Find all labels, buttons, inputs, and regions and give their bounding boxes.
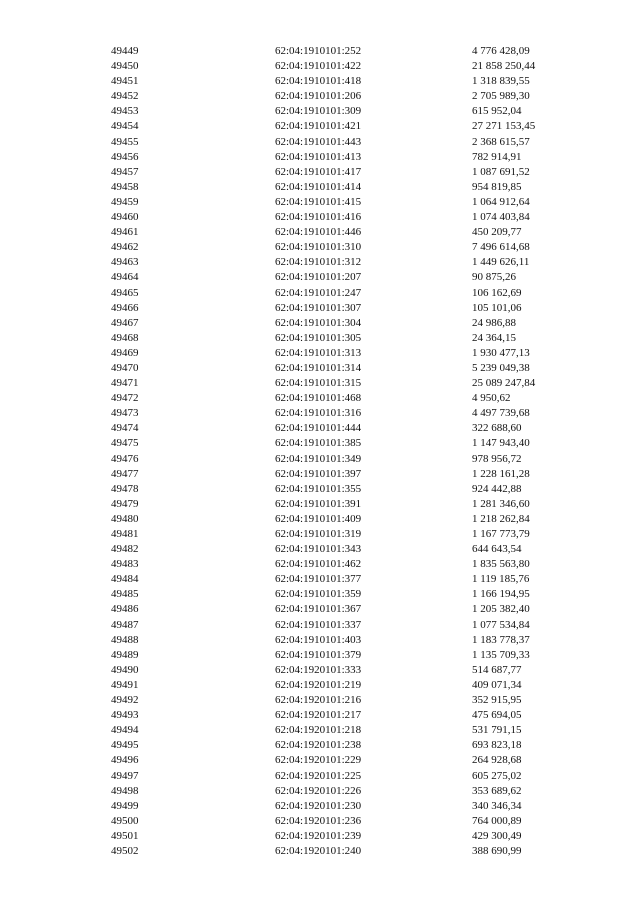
cadastral-number: 62:04:1910101:307 bbox=[275, 301, 362, 314]
table-row bbox=[111, 693, 571, 708]
cadastral-number: 62:04:1910101:337 bbox=[275, 618, 362, 631]
cadastral-number: 62:04:1910101:343 bbox=[275, 543, 362, 556]
table-row bbox=[111, 301, 571, 316]
row-number: 49472 bbox=[111, 392, 139, 405]
cadastral-number: 62:04:1920101:229 bbox=[275, 754, 362, 767]
cadastral-number: 62:04:1910101:312 bbox=[275, 256, 362, 269]
row-number: 49495 bbox=[111, 739, 139, 752]
table-row bbox=[111, 406, 571, 421]
table-row bbox=[111, 844, 571, 859]
cadastral-number: 62:04:1910101:397 bbox=[275, 467, 362, 480]
row-number: 49460 bbox=[111, 211, 139, 224]
cadastral-number: 62:04:1910101:385 bbox=[275, 437, 362, 450]
table-row bbox=[111, 482, 571, 497]
cadastral-value: 353 689,62 bbox=[472, 784, 522, 797]
cadastral-number: 62:04:1910101:379 bbox=[275, 648, 362, 661]
cadastral-value: 21 858 250,44 bbox=[472, 60, 536, 73]
cadastral-value: 409 071,34 bbox=[472, 678, 522, 691]
row-number: 49453 bbox=[111, 105, 139, 118]
row-number: 49451 bbox=[111, 75, 139, 88]
table-row bbox=[111, 497, 571, 512]
cadastral-number: 62:04:1910101:416 bbox=[275, 211, 362, 224]
table-row bbox=[111, 346, 571, 361]
table-row bbox=[111, 104, 571, 119]
table-row bbox=[111, 135, 571, 150]
row-number: 49490 bbox=[111, 663, 139, 676]
table-row bbox=[111, 270, 571, 285]
row-number: 49479 bbox=[111, 497, 139, 510]
row-number: 49484 bbox=[111, 573, 139, 586]
table-row bbox=[111, 527, 571, 542]
row-number: 49500 bbox=[111, 814, 139, 827]
cadastral-value: 1 835 563,80 bbox=[472, 558, 530, 571]
cadastral-number: 62:04:1920101:219 bbox=[275, 678, 362, 691]
cadastral-value: 782 914,91 bbox=[472, 150, 522, 163]
cadastral-number: 62:04:1910101:446 bbox=[275, 226, 362, 239]
row-number: 49473 bbox=[111, 407, 139, 420]
cadastral-value: 615 952,04 bbox=[472, 105, 522, 118]
cadastral-value: 924 442,88 bbox=[472, 482, 522, 495]
cadastral-number: 62:04:1910101:418 bbox=[275, 75, 362, 88]
table-row bbox=[111, 663, 571, 678]
cadastral-value: 1 147 943,40 bbox=[472, 437, 530, 450]
table-row bbox=[111, 436, 571, 451]
cadastral-number: 62:04:1910101:414 bbox=[275, 180, 362, 193]
table-row bbox=[111, 587, 571, 602]
row-number: 49452 bbox=[111, 90, 139, 103]
table-row bbox=[111, 467, 571, 482]
table-row bbox=[111, 210, 571, 225]
cadastral-number: 62:04:1920101:226 bbox=[275, 784, 362, 797]
cadastral-number: 62:04:1910101:314 bbox=[275, 361, 362, 374]
row-number: 49457 bbox=[111, 165, 139, 178]
cadastral-value: 27 271 153,45 bbox=[472, 120, 536, 133]
table-row bbox=[111, 557, 571, 572]
cadastral-value: 105 101,06 bbox=[472, 301, 522, 314]
cadastral-value: 2 705 989,30 bbox=[472, 90, 530, 103]
row-number: 49475 bbox=[111, 437, 139, 450]
cadastral-value: 2 368 615,57 bbox=[472, 135, 530, 148]
cadastral-number: 62:04:1910101:443 bbox=[275, 135, 362, 148]
cadastral-value: 1 135 709,33 bbox=[472, 648, 530, 661]
cadastral-value: 1 228 161,28 bbox=[472, 467, 530, 480]
table-row bbox=[111, 452, 571, 467]
row-number: 49474 bbox=[111, 422, 139, 435]
row-number: 49455 bbox=[111, 135, 139, 148]
cadastral-number: 62:04:1920101:225 bbox=[275, 769, 362, 782]
cadastral-number: 62:04:1910101:403 bbox=[275, 633, 362, 646]
table-row bbox=[111, 678, 571, 693]
table-row bbox=[111, 361, 571, 376]
row-number: 49492 bbox=[111, 694, 139, 707]
cadastral-number: 62:04:1910101:377 bbox=[275, 573, 362, 586]
table-row bbox=[111, 240, 571, 255]
table-row bbox=[111, 316, 571, 331]
table-row bbox=[111, 618, 571, 633]
row-number: 49502 bbox=[111, 844, 139, 857]
table-row bbox=[111, 602, 571, 617]
table-row bbox=[111, 708, 571, 723]
cadastral-value: 5 239 049,38 bbox=[472, 361, 530, 374]
cadastral-value: 25 089 247,84 bbox=[472, 377, 536, 390]
cadastral-number: 62:04:1910101:305 bbox=[275, 331, 362, 344]
cadastral-value: 264 928,68 bbox=[472, 754, 522, 767]
cadastral-number: 62:04:1920101:218 bbox=[275, 724, 362, 737]
cadastral-number: 62:04:1910101:462 bbox=[275, 558, 362, 571]
cadastral-value: 450 209,77 bbox=[472, 226, 522, 239]
cadastral-value: 24 364,15 bbox=[472, 331, 516, 344]
cadastral-value: 7 496 614,68 bbox=[472, 241, 530, 254]
row-number: 49468 bbox=[111, 331, 139, 344]
cadastral-value: 1 183 778,37 bbox=[472, 633, 530, 646]
table-row bbox=[111, 799, 571, 814]
row-number: 49489 bbox=[111, 648, 139, 661]
row-number: 49463 bbox=[111, 256, 139, 269]
cadastral-value: 322 688,60 bbox=[472, 422, 522, 435]
row-number: 49450 bbox=[111, 60, 139, 73]
row-number: 49501 bbox=[111, 829, 139, 842]
row-number: 49481 bbox=[111, 528, 139, 540]
table-row bbox=[111, 512, 571, 527]
cadastral-value: 605 275,02 bbox=[472, 769, 522, 782]
cadastral-value: 514 687,77 bbox=[472, 663, 522, 676]
table-row bbox=[111, 376, 571, 391]
table-row bbox=[111, 89, 571, 104]
cadastral-number: 62:04:1910101:409 bbox=[275, 512, 362, 525]
cadastral-value: 764 000,89 bbox=[472, 814, 522, 827]
table-row bbox=[111, 391, 571, 406]
cadastral-value: 90 875,26 bbox=[472, 271, 516, 284]
cadastral-value: 106 162,69 bbox=[472, 286, 522, 299]
table-row bbox=[111, 286, 571, 301]
row-number: 49454 bbox=[111, 120, 139, 133]
row-number: 49485 bbox=[111, 588, 139, 601]
cadastral-number: 62:04:1910101:444 bbox=[275, 422, 362, 435]
cadastral-value: 644 643,54 bbox=[472, 543, 522, 556]
cadastral-number: 62:04:1910101:417 bbox=[275, 165, 362, 178]
cadastral-value: 1 449 626,11 bbox=[472, 256, 530, 269]
row-number: 49483 bbox=[111, 558, 139, 571]
row-number: 49478 bbox=[111, 482, 139, 495]
cadastral-number: 62:04:1910101:316 bbox=[275, 407, 362, 420]
table-row bbox=[111, 723, 571, 738]
row-number: 49496 bbox=[111, 754, 139, 767]
table-row bbox=[111, 814, 571, 829]
row-number: 49470 bbox=[111, 361, 139, 374]
table-row bbox=[111, 753, 571, 768]
cadastral-value: 531 791,15 bbox=[472, 724, 522, 737]
cadastral-value: 4 776 428,09 bbox=[472, 45, 530, 57]
cadastral-number: 62:04:1910101:252 bbox=[275, 45, 362, 57]
row-number: 49494 bbox=[111, 724, 139, 737]
cadastral-number: 62:04:1920101:239 bbox=[275, 829, 362, 842]
row-number: 49499 bbox=[111, 799, 139, 812]
cadastral-number: 62:04:1910101:468 bbox=[275, 392, 362, 405]
row-number: 49459 bbox=[111, 195, 139, 208]
cadastral-value: 1 119 185,76 bbox=[472, 573, 530, 586]
cadastral-value: 954 819,85 bbox=[472, 180, 522, 193]
cadastral-number: 62:04:1910101:309 bbox=[275, 105, 362, 118]
row-number: 49497 bbox=[111, 769, 139, 782]
cadastral-number: 62:04:1920101:333 bbox=[275, 663, 362, 676]
row-number: 49449 bbox=[111, 45, 139, 57]
row-number: 49486 bbox=[111, 603, 139, 616]
table-row bbox=[111, 165, 571, 180]
row-number: 49476 bbox=[111, 452, 139, 465]
row-number: 49488 bbox=[111, 633, 139, 646]
table-row bbox=[111, 648, 571, 663]
table-row bbox=[111, 331, 571, 346]
cadastral-number: 62:04:1920101:240 bbox=[275, 844, 362, 857]
cadastral-number: 62:04:1910101:391 bbox=[275, 497, 362, 510]
row-number: 49466 bbox=[111, 301, 139, 314]
cadastral-number: 62:04:1910101:413 bbox=[275, 150, 362, 163]
table-row bbox=[111, 572, 571, 587]
cadastral-value: 388 690,99 bbox=[472, 844, 522, 857]
cadastral-number: 62:04:1910101:422 bbox=[275, 60, 362, 73]
cadastral-number: 62:04:1910101:304 bbox=[275, 316, 362, 329]
cadastral-value: 1 930 477,13 bbox=[472, 346, 530, 359]
table-row bbox=[111, 633, 571, 648]
table-row bbox=[111, 738, 571, 753]
cadastral-value: 978 956,72 bbox=[472, 452, 522, 465]
table-row bbox=[111, 180, 571, 195]
cadastral-number: 62:04:1910101:319 bbox=[275, 528, 362, 540]
cadastral-value: 693 823,18 bbox=[472, 739, 522, 752]
table-row bbox=[111, 119, 571, 134]
cadastral-number: 62:04:1910101:313 bbox=[275, 346, 362, 359]
cadastral-number: 62:04:1910101:421 bbox=[275, 120, 362, 133]
row-number: 49465 bbox=[111, 286, 139, 299]
table-row bbox=[111, 150, 571, 165]
table-row bbox=[111, 195, 571, 210]
table-row bbox=[111, 421, 571, 436]
cadastral-number: 62:04:1910101:315 bbox=[275, 377, 362, 390]
cadastral-number: 62:04:1910101:207 bbox=[275, 271, 362, 284]
row-number: 49456 bbox=[111, 150, 139, 163]
row-number: 49467 bbox=[111, 316, 139, 329]
row-number: 49480 bbox=[111, 512, 139, 525]
table-row bbox=[111, 44, 571, 59]
cadastral-value: 1 087 691,52 bbox=[472, 165, 530, 178]
cadastral-number: 62:04:1920101:230 bbox=[275, 799, 362, 812]
cadastral-number: 62:04:1910101:247 bbox=[275, 286, 362, 299]
cadastral-number: 62:04:1910101:310 bbox=[275, 241, 362, 254]
cadastral-value: 429 300,49 bbox=[472, 829, 522, 842]
cadastral-value-table bbox=[111, 44, 571, 859]
cadastral-value: 1 166 194,95 bbox=[472, 588, 530, 601]
cadastral-number: 62:04:1910101:349 bbox=[275, 452, 362, 465]
cadastral-value: 352 915,95 bbox=[472, 694, 522, 707]
table-row bbox=[111, 225, 571, 240]
table-row bbox=[111, 542, 571, 557]
row-number: 49464 bbox=[111, 271, 139, 284]
row-number: 49487 bbox=[111, 618, 139, 631]
cadastral-value: 4 497 739,68 bbox=[472, 407, 530, 420]
row-number: 49462 bbox=[111, 241, 139, 254]
row-number: 49477 bbox=[111, 467, 139, 480]
cadastral-value: 1 281 346,60 bbox=[472, 497, 530, 510]
cadastral-number: 62:04:1910101:367 bbox=[275, 603, 362, 616]
table-row bbox=[111, 59, 571, 74]
cadastral-value: 1 064 912,64 bbox=[472, 195, 530, 208]
table-row bbox=[111, 255, 571, 270]
table-row bbox=[111, 769, 571, 784]
cadastral-value: 1 318 839,55 bbox=[472, 75, 530, 88]
cadastral-value: 4 950,62 bbox=[472, 392, 511, 405]
cadastral-number: 62:04:1910101:206 bbox=[275, 90, 362, 103]
cadastral-value: 340 346,34 bbox=[472, 799, 522, 812]
cadastral-value: 1 218 262,84 bbox=[472, 512, 530, 525]
row-number: 49471 bbox=[111, 377, 139, 390]
cadastral-number: 62:04:1920101:238 bbox=[275, 739, 362, 752]
cadastral-number: 62:04:1920101:217 bbox=[275, 709, 362, 722]
cadastral-number: 62:04:1920101:236 bbox=[275, 814, 362, 827]
row-number: 49491 bbox=[111, 678, 139, 691]
row-number: 49458 bbox=[111, 180, 139, 193]
cadastral-value: 1 074 403,84 bbox=[472, 211, 530, 224]
table-row bbox=[111, 74, 571, 89]
table-row bbox=[111, 829, 571, 844]
row-number: 49498 bbox=[111, 784, 139, 797]
table-row bbox=[111, 784, 571, 799]
cadastral-value: 1 077 534,84 bbox=[472, 618, 530, 631]
cadastral-number: 62:04:1910101:355 bbox=[275, 482, 362, 495]
cadastral-number: 62:04:1910101:359 bbox=[275, 588, 362, 601]
cadastral-value: 24 986,88 bbox=[472, 316, 516, 329]
cadastral-number: 62:04:1920101:216 bbox=[275, 694, 362, 707]
row-number: 49469 bbox=[111, 346, 139, 359]
row-number: 49493 bbox=[111, 709, 139, 722]
cadastral-value: 475 694,05 bbox=[472, 709, 522, 722]
cadastral-value: 1 167 773,79 bbox=[472, 528, 530, 540]
cadastral-number: 62:04:1910101:415 bbox=[275, 195, 362, 208]
cadastral-value: 1 205 382,40 bbox=[472, 603, 530, 616]
row-number: 49461 bbox=[111, 226, 139, 239]
row-number: 49482 bbox=[111, 543, 139, 556]
